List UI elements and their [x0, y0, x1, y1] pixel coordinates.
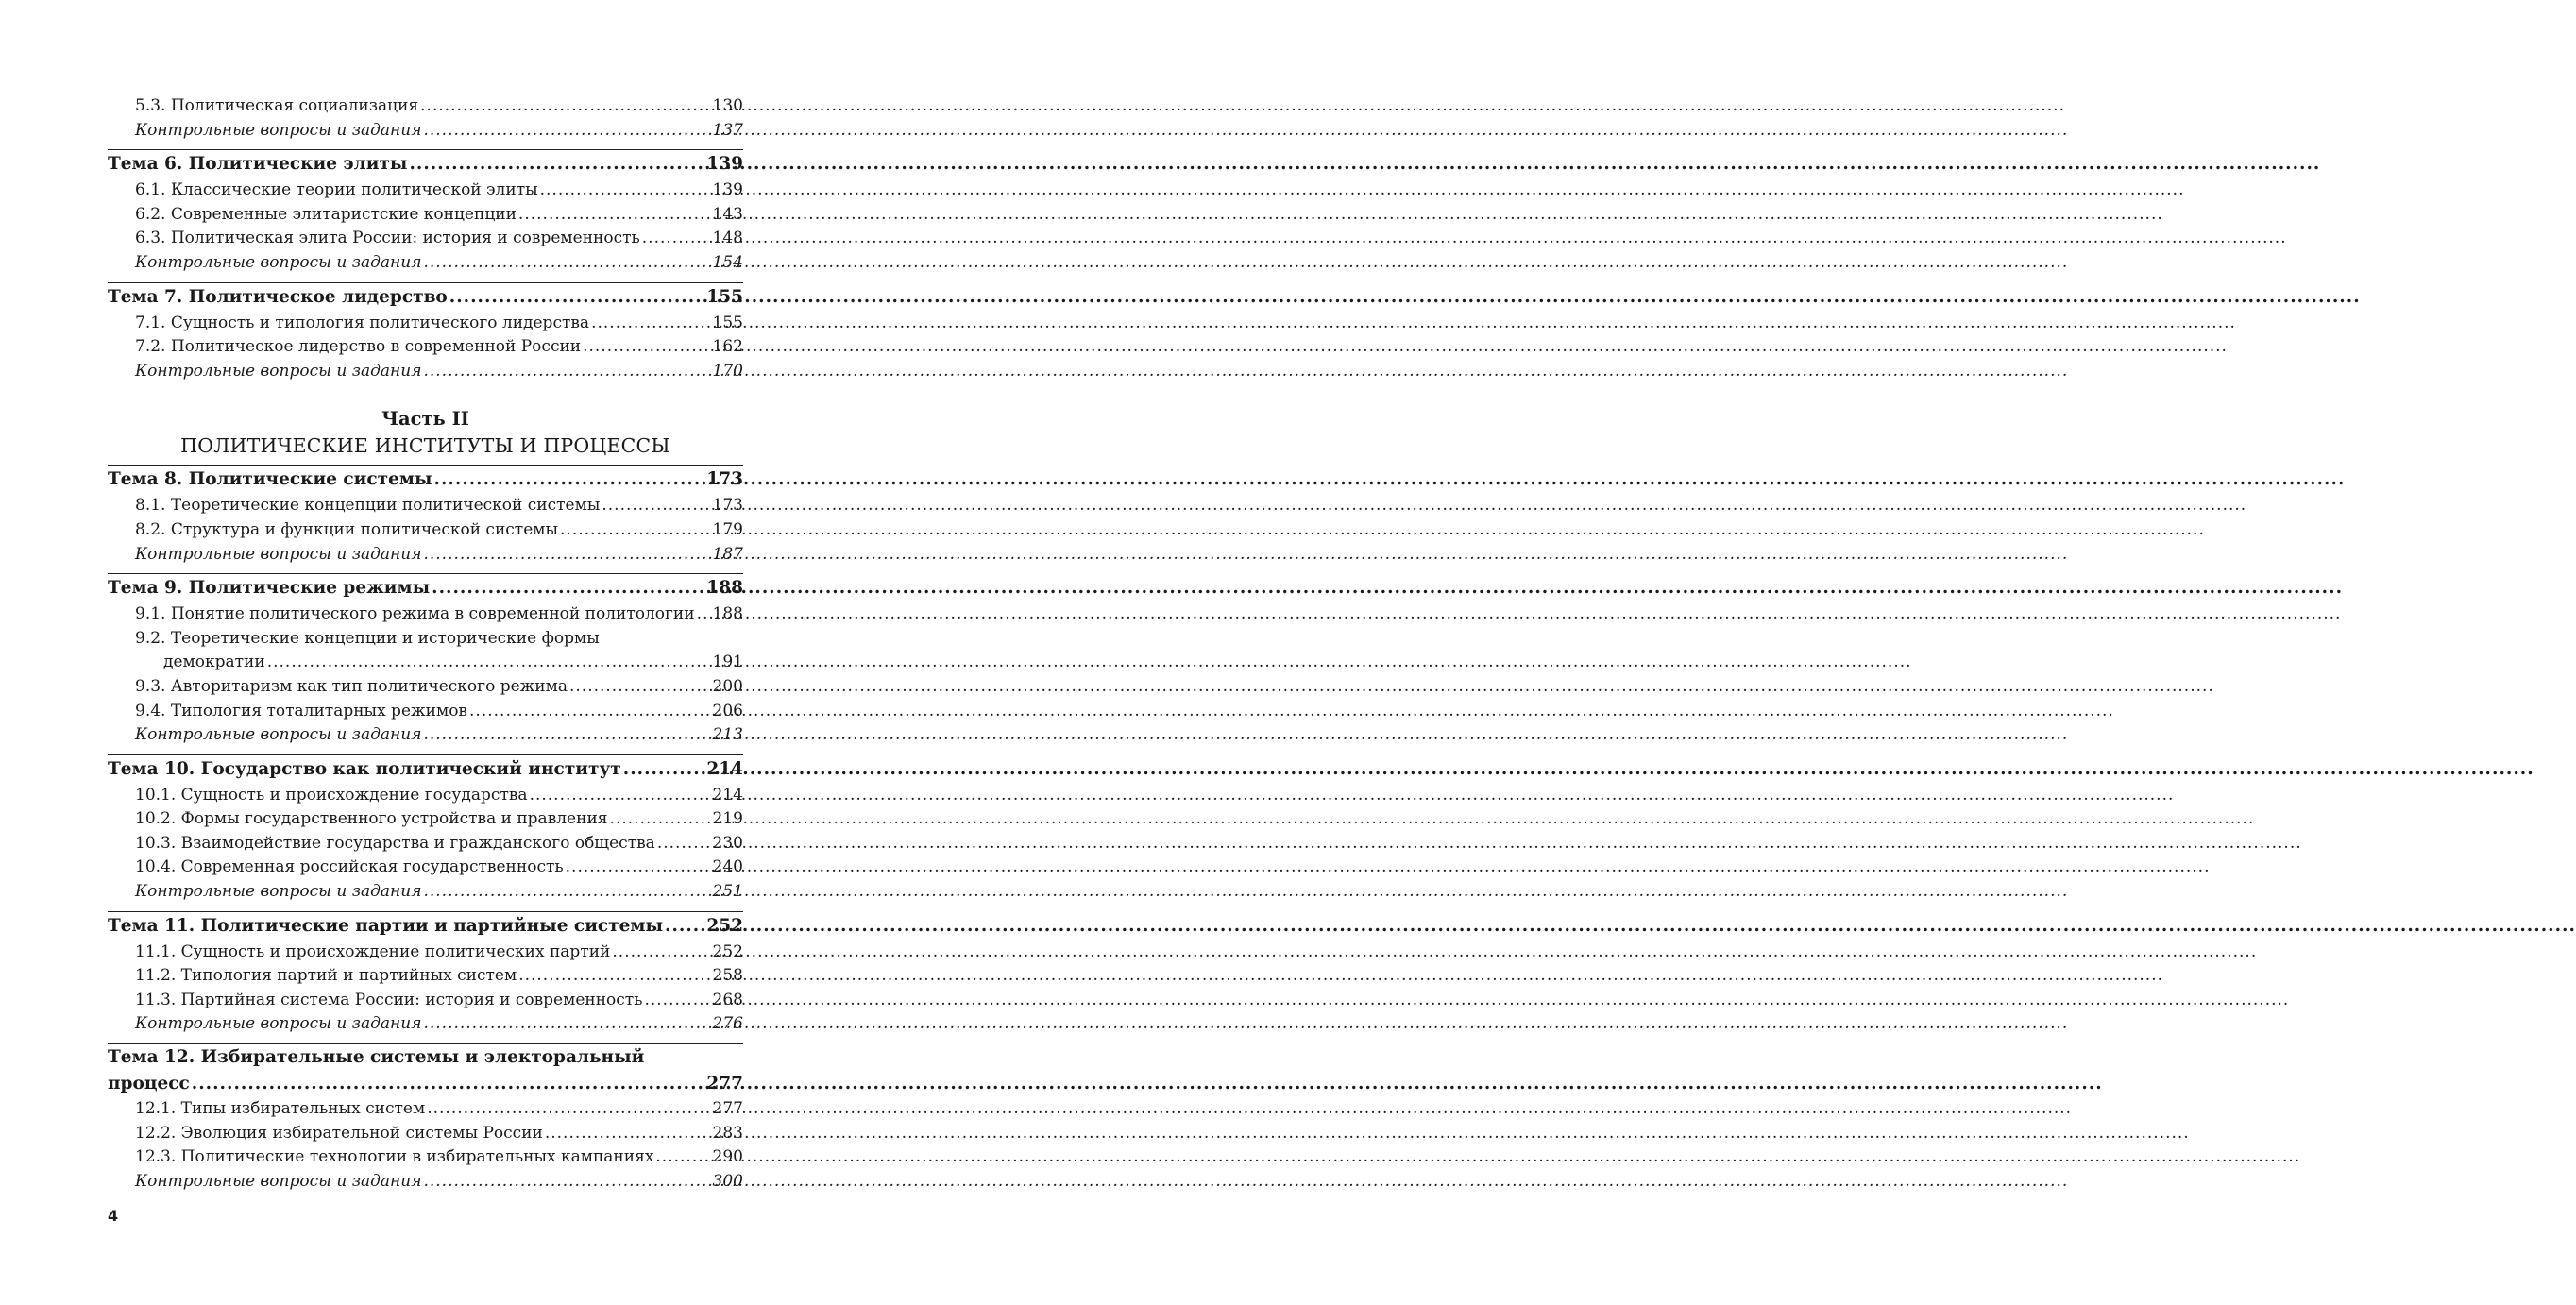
leader-dots	[192, 1071, 705, 1097]
toc-entry-page: 214	[712, 785, 743, 805]
toc-topic-12[interactable]	[108, 1071, 743, 1097]
leader-dots	[432, 574, 704, 602]
toc-entry-page: 191	[712, 652, 743, 672]
toc-entry[interactable]	[108, 1122, 743, 1146]
toc-entry[interactable]	[108, 494, 743, 518]
toc-entry-questions[interactable]	[108, 880, 743, 905]
leader-dots	[423, 880, 710, 905]
toc-entry-page: 130	[712, 96, 743, 115]
toc-topic-11[interactable]	[108, 911, 743, 941]
toc-entry-page: 252	[712, 941, 743, 961]
toc-entry[interactable]	[108, 964, 743, 989]
toc-entry[interactable]	[108, 203, 743, 228]
toc-topic-title: Тема 11. Политические партии и партийные системы	[108, 915, 664, 936]
toc-entry[interactable]	[108, 335, 743, 360]
leader-dots	[420, 94, 710, 119]
toc-entry-title: 12.3. Политические технологии в избирательных кампаниях	[135, 1147, 654, 1167]
toc-entry-title: 8.2. Структура и функции политической системы	[135, 519, 559, 539]
leader-dots	[423, 1012, 710, 1037]
toc-entry[interactable]	[108, 941, 743, 965]
toc-entry[interactable]	[108, 518, 743, 543]
part-title: ПОЛИТИЧЕСКИЕ ИНСТИТУТЫ И ПРОЦЕССЫ	[180, 434, 670, 458]
toc-topic-page: 214	[706, 758, 743, 779]
toc-entry-title: 11.1. Сущность и происхождение политических партий	[135, 941, 611, 961]
toc-topic-page: 173	[706, 469, 743, 490]
toc-entry[interactable]	[108, 1145, 743, 1170]
leader-dots	[644, 989, 710, 1013]
toc-entry-page: 154	[712, 252, 743, 272]
toc-entry-page: 277	[712, 1099, 743, 1119]
toc-entry-title: Контрольные вопросы и задания	[135, 1171, 422, 1191]
toc-entry[interactable]	[108, 700, 743, 724]
toc-entry-page: 173	[712, 496, 743, 516]
leader-dots	[569, 675, 711, 700]
leader-dots	[423, 723, 710, 748]
table-of-contents	[108, 94, 743, 1194]
toc-entry-title-line2: демократии	[163, 652, 265, 672]
toc-entry-questions[interactable]	[108, 543, 743, 568]
toc-entry-questions[interactable]	[108, 119, 743, 144]
toc-entry-title: Контрольные вопросы и задания	[135, 1014, 422, 1034]
leader-dots	[449, 283, 705, 312]
toc-entry-title: 12.1. Типы избирательных систем	[135, 1099, 426, 1119]
toc-entry[interactable]	[108, 856, 743, 880]
toc-entry-title: Контрольные вопросы и задания	[135, 882, 422, 902]
toc-entry-page: 188	[712, 604, 743, 624]
leader-dots	[423, 543, 710, 568]
toc-topic-title: Тема 9. Политические режимы	[108, 578, 431, 599]
leader-dots	[623, 755, 705, 784]
toc-entry-title: Контрольные вопросы и задания	[135, 544, 422, 564]
toc-topic-page: 139	[706, 154, 743, 175]
toc-entry[interactable]	[108, 807, 743, 832]
toc-entry-title: 6.3. Политическая элита России: история и современность	[135, 229, 640, 248]
toc-topic-page: 188	[706, 578, 743, 599]
toc-entry[interactable]	[108, 94, 743, 119]
toc-topic-9[interactable]	[108, 573, 743, 602]
toc-entry-title: Контрольные вопросы и задания	[135, 725, 422, 745]
toc-entry-page: 290	[712, 1147, 743, 1167]
toc-entry-page: 213	[712, 725, 743, 745]
toc-topic-title: Тема 7. Политическое лидерство	[108, 286, 448, 307]
toc-entry-page: 251	[712, 882, 743, 902]
toc-entry-title: Контрольные вопросы и задания	[135, 361, 422, 381]
leader-dots	[434, 466, 705, 494]
toc-entry-title: 11.2. Типология партий и партийных систем	[135, 966, 517, 986]
leader-dots	[642, 227, 711, 251]
toc-topic-10[interactable]	[108, 754, 743, 784]
toc-topic-page: 277	[706, 1074, 743, 1094]
toc-entry-page: 268	[712, 990, 743, 1009]
toc-entry-page: 162	[712, 337, 743, 357]
toc-entry[interactable]	[108, 178, 743, 203]
part-label: Часть II	[381, 408, 469, 431]
leader-dots	[657, 832, 711, 856]
toc-entry-questions[interactable]	[108, 723, 743, 748]
leader-dots	[409, 150, 704, 178]
page-number: 4	[108, 1207, 119, 1225]
toc-topic-page: 155	[706, 286, 743, 307]
leader-dots	[267, 651, 711, 675]
toc-topic-7[interactable]	[108, 282, 743, 312]
leader-dots	[655, 1145, 710, 1170]
toc-entry-title: 10.2. Формы государственного устройства и правления	[135, 809, 608, 829]
leader-dots	[566, 856, 711, 880]
toc-entry[interactable]	[108, 312, 743, 336]
toc-topic-page: 252	[706, 915, 743, 936]
leader-dots	[469, 700, 711, 724]
toc-entry-title: 8.1. Теоретические концепции политической системы	[135, 496, 601, 516]
leader-dots	[583, 335, 710, 360]
toc-entry-page: 148	[712, 229, 743, 248]
toc-entry-page: 155	[712, 313, 743, 332]
toc-entry[interactable]	[108, 227, 743, 251]
toc-entry[interactable]	[108, 602, 743, 627]
toc-entry-title: 6.1. Классические теории политической элиты	[135, 180, 538, 200]
toc-entry-page: 283	[712, 1123, 743, 1143]
toc-entry[interactable]	[108, 832, 743, 856]
toc-entry-title: 10.3. Взаимодействие государства и гражданского общества	[135, 833, 655, 853]
toc-entry-title: 7.1. Сущность и типология политического лидерства	[135, 313, 590, 332]
toc-entry[interactable]	[108, 989, 743, 1013]
toc-entry-title: 9.1. Понятие политического режима в современной политологии	[135, 604, 695, 624]
leader-dots	[560, 518, 711, 543]
toc-entry-title: 10.1. Сущность и происхождение государства	[135, 785, 528, 805]
toc-entry-questions[interactable]	[108, 1012, 743, 1037]
leader-dots	[518, 964, 710, 989]
toc-entry-title: Контрольные вопросы и задания	[135, 252, 422, 272]
toc-entry[interactable]	[108, 675, 743, 700]
toc-topic-12-line1[interactable]: Тема 12. Избирательные системы и электоральный	[108, 1043, 743, 1071]
toc-entry-title: 9.4. Типология тоталитарных режимов	[135, 701, 468, 720]
toc-entry-questions[interactable]	[108, 360, 743, 384]
leader-dots	[423, 251, 710, 276]
toc-entry[interactable]	[108, 784, 743, 808]
toc-entry-page: 276	[712, 1014, 743, 1034]
toc-entry-title: 6.2. Современные элитаристские концепции	[135, 204, 517, 224]
toc-entry-page: 258	[712, 966, 743, 986]
leader-dots	[423, 1170, 710, 1195]
toc-entry-page: 143	[712, 204, 743, 224]
toc-entry-page: 240	[712, 857, 743, 877]
toc-entry-page: 200	[712, 676, 743, 696]
toc-topic-6[interactable]	[108, 149, 743, 178]
toc-entry-page: 170	[712, 361, 743, 381]
toc-entry-page: 230	[712, 833, 743, 853]
toc-topic-title: Тема 8. Политические системы	[108, 469, 432, 490]
leader-dots	[591, 312, 710, 336]
toc-topic-title: Тема 10. Государство как политический институт	[108, 758, 621, 779]
leader-dots	[540, 178, 711, 203]
leader-dots	[612, 941, 710, 965]
toc-entry-title-line1[interactable]: 9.2. Теоретические концепции и исторические формы	[135, 628, 600, 648]
leader-dots	[697, 602, 711, 627]
toc-entry-title: 10.4. Современная российская государственность	[135, 857, 564, 877]
leader-dots	[427, 1097, 710, 1122]
toc-entry-page: 139	[712, 180, 743, 200]
toc-entry-title: Контрольные вопросы и задания	[135, 120, 422, 140]
toc-entry-page: 206	[712, 701, 743, 720]
toc-topic-title: Тема 6. Политические элиты	[108, 154, 408, 175]
toc-entry-title: 7.2. Политическое лидерство в современной России	[135, 337, 582, 357]
toc-topic-title-line2: процесс	[108, 1074, 190, 1094]
toc-entry-page: 137	[712, 120, 743, 140]
toc-entry-questions[interactable]	[108, 1170, 743, 1195]
toc-entry-page: 219	[712, 809, 743, 829]
toc-entry-title: 5.3. Политическая социализация	[135, 96, 419, 115]
leader-dots	[610, 807, 711, 832]
leader-dots	[665, 912, 704, 941]
leader-dots	[518, 203, 711, 228]
toc-entry-title: 11.3. Партийная система России: история и современность	[135, 990, 643, 1009]
toc-entry[interactable]	[108, 1097, 743, 1122]
toc-topic-8[interactable]	[108, 465, 743, 494]
toc-entry-page: 300	[712, 1171, 743, 1191]
leader-dots	[423, 119, 710, 144]
leader-dots	[602, 494, 710, 518]
toc-entry-title: 9.3. Авторитаризм как тип политического режима	[135, 676, 568, 696]
toc-entry-title: 12.2. Эволюция избирательной системы России	[135, 1123, 543, 1143]
toc-entry-page: 179	[712, 519, 743, 539]
leader-dots	[530, 784, 711, 808]
toc-entry-page: 187	[712, 544, 743, 564]
leader-dots	[545, 1122, 711, 1146]
toc-entry-questions[interactable]	[108, 251, 743, 276]
toc-entry[interactable]	[108, 651, 743, 675]
leader-dots	[423, 360, 710, 384]
